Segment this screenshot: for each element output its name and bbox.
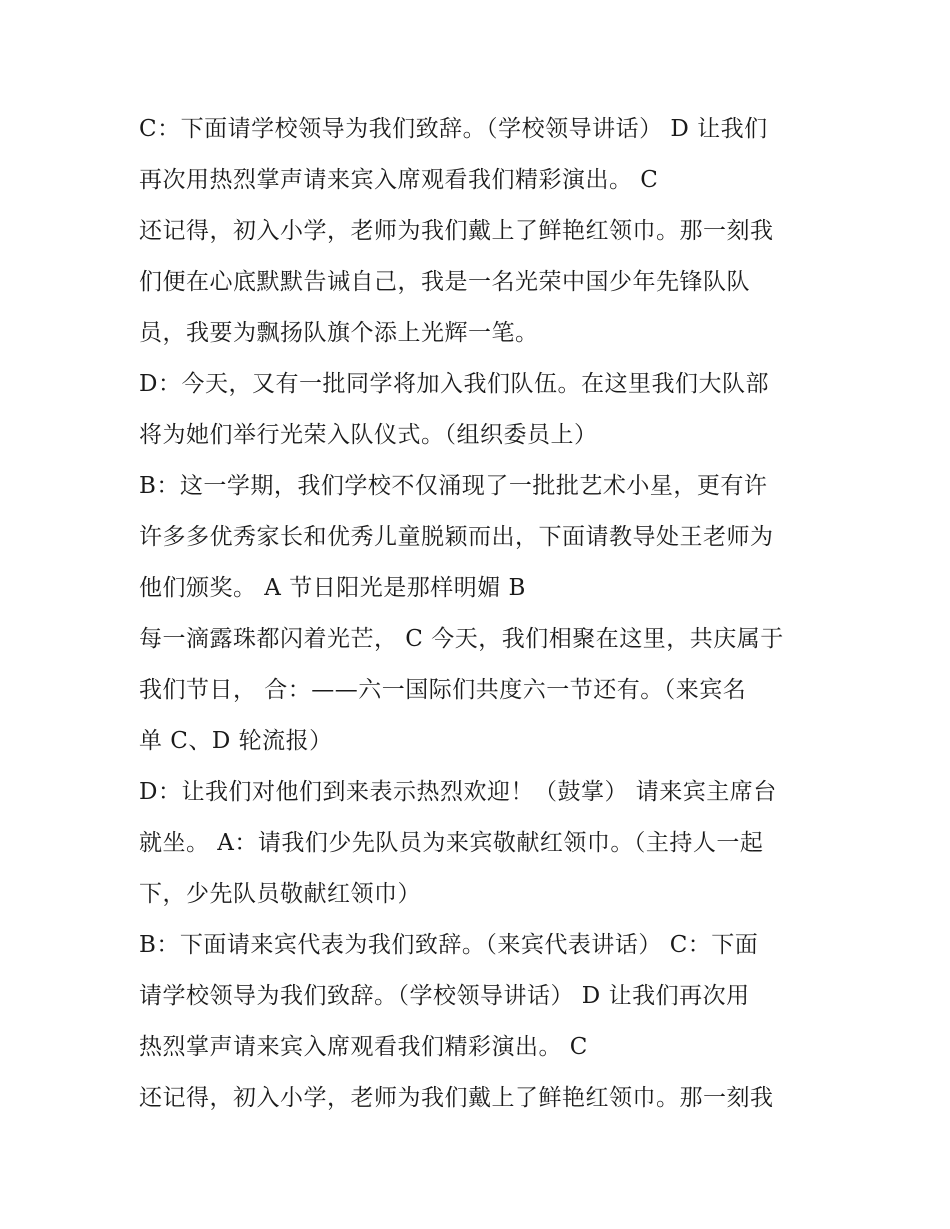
text-line: 还记得，初入小学，老师为我们戴上了鲜艳红领巾。那一刻我 (139, 218, 774, 244)
text-line: B：这一学期，我们学校不仅涌现了一批批艺术小星，更有许 (139, 473, 768, 499)
text-line: 热烈掌声请来宾入席观看我们精彩演出。 C (139, 1034, 588, 1060)
text-line: 下，少先队员敬献红领巾） (139, 881, 421, 907)
text-line: 还记得，初入小学，老师为我们戴上了鲜艳红领巾。那一刻我 (139, 1085, 774, 1111)
text-line: 将为她们举行光荣入队仪式。（组织委员上） (139, 422, 598, 448)
text-line: 单 C、D 轮流报） (139, 728, 333, 754)
text-line: C：下面请学校领导为我们致辞。（学校领导讲话） D 让我们 (139, 116, 768, 142)
text-line: 我们节日， 合：——六一国际们共度六一节还有。（来宾名 (139, 677, 747, 703)
text-line: 再次用热烈掌声请来宾入席观看我们精彩演出。 C (139, 167, 659, 193)
text-line: 员，我要为飘扬队旗个添上光辉一笔。 (139, 320, 539, 346)
text-line: 请学校领导为我们致辞。（学校领导讲话） D 让我们再次用 (139, 983, 750, 1009)
text-line: 他们颁奖。 A 节日阳光是那样明媚 B (139, 575, 526, 601)
text-line: 每一滴露珠都闪着光芒， C 今天，我们相聚在这里，共庆属于 (139, 626, 784, 652)
text-line: 们便在心底默默告诫自己，我是一名光荣中国少年先锋队队 (139, 269, 750, 295)
document-body (139, 104, 819, 1124)
text-line: B：下面请来宾代表为我们致辞。（来宾代表讲话） C：下面 (139, 932, 759, 958)
text-line: D：让我们对他们到来表示热烈欢迎！（鼓掌） 请来宾主席台 (139, 779, 777, 805)
text-line: 许多多优秀家长和优秀儿童脱颖而出，下面请教导处王老师为 (139, 524, 774, 550)
text-line: D：今天，又有一批同学将加入我们队伍。在这里我们大队部 (139, 371, 769, 397)
text-line: 就坐。 A：请我们少先队员为来宾敬献红领巾。（主持人一起 (139, 830, 764, 856)
